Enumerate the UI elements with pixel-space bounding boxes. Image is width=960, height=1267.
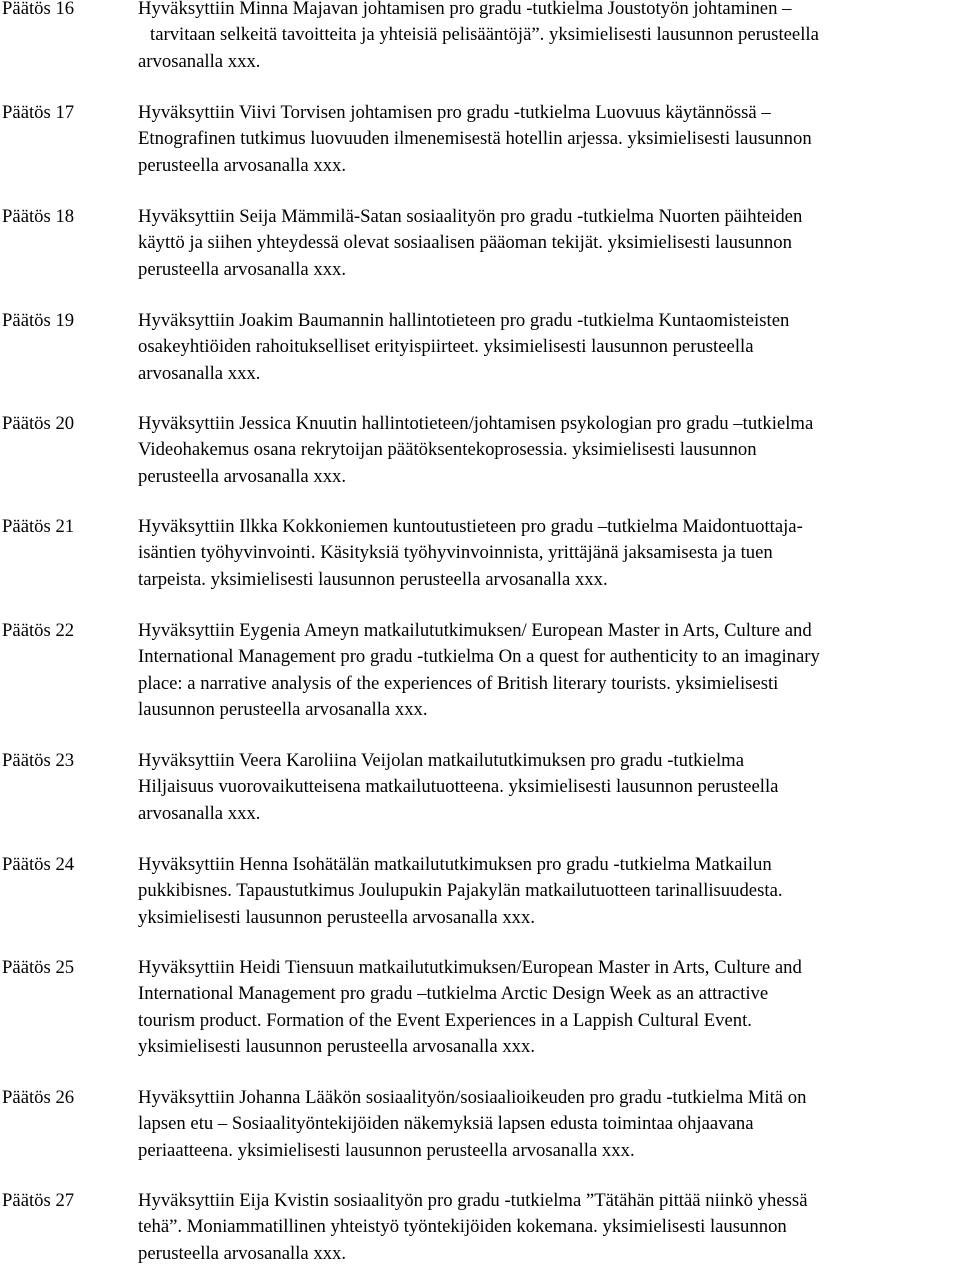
text-line: Hyväksyttiin Johanna Lääkön sosiaalityön/sosiaalioikeuden pro gradu -tutkielma Mitä on: [138, 1087, 807, 1108]
decision-text: [138, 955, 960, 1060]
text-line: Hiljaisuus vuorovaikutteisena matkailutuotteena. yksimielisesti lausunnon perusteella: [138, 776, 779, 798]
text-line: periaatteena. yksimielisesti lausunnon perusteella arvosanalla xxx.: [138, 1139, 635, 1161]
text-line: Hyväksyttiin Veera Karoliina Veijolan matkailututkimuksen pro gradu -tutkielma: [138, 750, 744, 771]
text-line: Hyväksyttiin Minna Majavan johtamisen pro gradu -tutkielma Joustotyön johtaminen –: [138, 0, 792, 19]
text-line: International Management pro gradu -tutkielma On a quest for authenticity to an imaginary: [138, 646, 820, 668]
text-line: Hyväksyttiin Seija Mämmilä-Satan sosiaalityön pro gradu -tutkielma Nuorten päihteiden: [138, 206, 803, 227]
text-line: arvosanalla xxx.: [138, 362, 261, 384]
decision-text: [138, 618, 960, 723]
text-line: arvosanalla xxx.: [138, 50, 261, 72]
decision-text: [138, 100, 960, 179]
text-line: käyttö ja siihen yhteydessä olevat sosiaalisen pääoman tekijät. yksimielisesti lausunnon: [138, 232, 792, 254]
decision-text: [138, 1085, 960, 1164]
text-line: tehä”. Moniammatillinen yhteistyö työntekijöiden kokemana. yksimielisesti lausunnon: [138, 1216, 787, 1238]
text-line: tarvitaan selkeitä tavoitteita ja yhteisiä pelisääntöjä”. yksimielisesti lausunnon perusteella: [150, 24, 819, 46]
text-line: Hyväksyttiin Jessica Knuutin hallintotieteen/johtamisen psykologian pro gradu –tutkielma: [138, 413, 814, 434]
text-line: Hyväksyttiin Eija Kvistin sosiaalityön pro gradu -tutkielma ”Tätähän pittää niinkö yhessä: [138, 1190, 808, 1211]
text-line: perusteella arvosanalla xxx.: [138, 465, 347, 487]
decision-label: Päätös 21: [2, 516, 75, 537]
decision-text: [138, 0, 960, 75]
decision-text: [138, 1188, 960, 1267]
text-line: Hyväksyttiin Ilkka Kokkoniemen kuntoutustieteen pro gradu –tutkielma Maidontuottaja-: [138, 516, 803, 537]
decision-label: Päätös 26: [2, 1087, 75, 1108]
decision-label: Päätös 19: [2, 310, 75, 331]
decision-label: Päätös 22: [2, 620, 75, 641]
text-line: lausunnon perusteella arvosanalla xxx.: [138, 698, 428, 720]
text-line: place: a narrative analysis of the experiences of British literary tourists. yksimielisesti: [138, 672, 779, 694]
decision-label: Päätös 16: [2, 0, 75, 19]
decision-text: [138, 308, 960, 387]
text-line: tourism product. Formation of the Event Experiences in a Lappish Cultural Event.: [138, 1009, 752, 1031]
text-line: Hyväksyttiin Joakim Baumannin hallintotieteen pro gradu -tutkielma Kuntaomisteisten: [138, 310, 790, 331]
text-line: arvosanalla xxx.: [138, 802, 261, 824]
text-line: Videohakemus osana rekrytoijan päätöksentekoprosessia. yksimielisesti lausunnon: [138, 439, 757, 461]
decision-label: Päätös 25: [2, 957, 75, 978]
decision-text: [138, 411, 960, 490]
decision-text: [138, 852, 960, 931]
text-line: perusteella arvosanalla xxx.: [138, 1242, 347, 1264]
text-line: osakeyhtiöiden rahoitukselliset erityispiirteet. yksimielisesti lausunnon perusteella: [138, 336, 754, 358]
decision-text: [138, 514, 960, 593]
decision-label: Päätös 27: [2, 1190, 75, 1211]
text-line: Hyväksyttiin Viivi Torvisen johtamisen pro gradu -tutkielma Luovuus käytännössä –: [138, 102, 771, 123]
decision-label: Päätös 23: [2, 750, 75, 771]
decision-text: [138, 204, 960, 283]
text-line: perusteella arvosanalla xxx.: [138, 154, 347, 176]
text-line: isäntien työhyvinvointi. Käsityksiä työhyvinvoinnista, yrittäjänä jaksamisesta ja tuen: [138, 542, 773, 564]
decision-label: Päätös 24: [2, 854, 75, 875]
text-line: yksimielisesti lausunnon perusteella arvosanalla xxx.: [138, 906, 536, 928]
decision-label: Päätös 17: [2, 102, 75, 123]
text-line: Hyväksyttiin Henna Isohätälän matkailututkimuksen pro gradu -tutkielma Matkailun: [138, 854, 772, 875]
text-line: perusteella arvosanalla xxx.: [138, 258, 347, 280]
text-line: yksimielisesti lausunnon perusteella arvosanalla xxx.: [138, 1035, 536, 1057]
text-line: Hyväksyttiin Heidi Tiensuun matkailututkimuksen/European Master in Arts, Culture and: [138, 957, 802, 978]
text-line: tarpeista. yksimielisesti lausunnon perusteella arvosanalla xxx.: [138, 568, 608, 590]
decision-label: Päätös 18: [2, 206, 75, 227]
text-line: Etnografinen tutkimus luovuuden ilmenemisestä hotellin arjessa. yksimielisesti lausunnon: [138, 128, 812, 150]
text-line: lapsen etu – Sosiaalityöntekijöiden näkemyksiä lapsen edusta toimintaa ohjaavana: [138, 1113, 754, 1135]
text-line: Hyväksyttiin Eygenia Ameyn matkailututkimuksen/ European Master in Arts, Culture and: [138, 620, 812, 641]
text-line: International Management pro gradu –tutkielma Arctic Design Week as an attractive: [138, 983, 769, 1005]
decision-text: [138, 748, 960, 827]
text-line: pukkibisnes. Tapaustutkimus Joulupukin Pajakylän matkailutuotteen tarinallisuudesta.: [138, 880, 783, 902]
decision-label: Päätös 20: [2, 413, 75, 434]
